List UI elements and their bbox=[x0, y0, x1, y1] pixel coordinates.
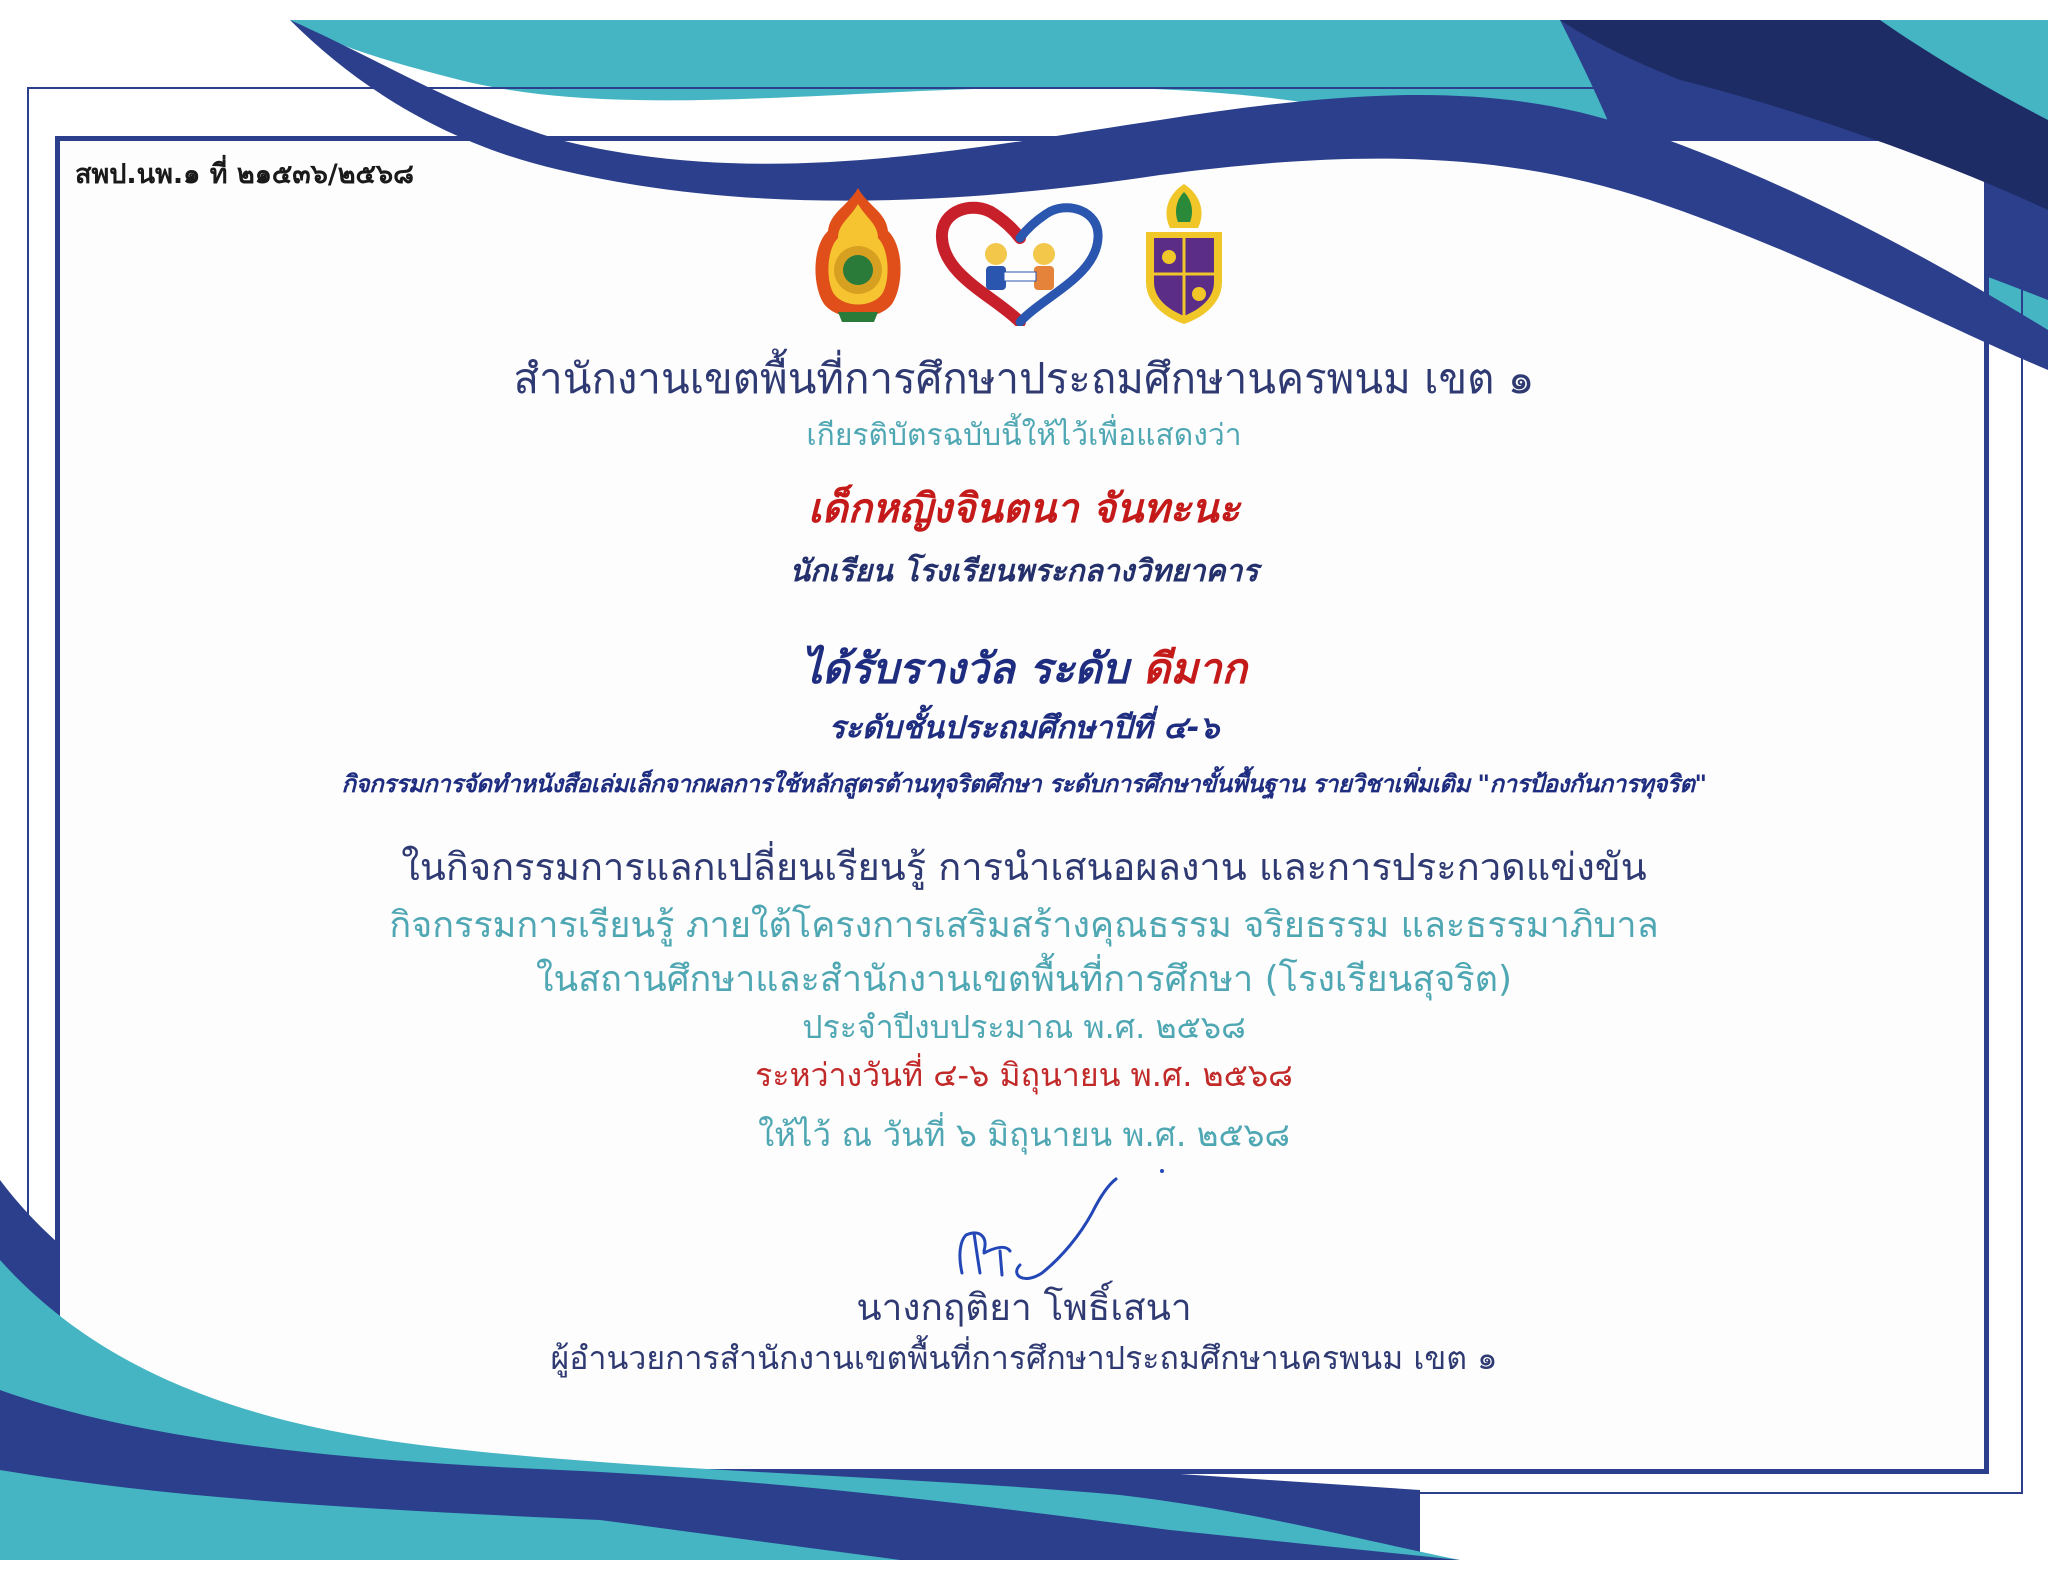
event-description: ในกิจกรรมการแลกเปลี่ยนเรียนรู้ การนำเสนอผลงาน และการประกวดแข่งขัน bbox=[401, 845, 1647, 889]
budget-year: ประจำปีงบประมาณ พ.ศ. ๒๕๖๘ bbox=[802, 1008, 1246, 1046]
honest-school-heart-logo bbox=[934, 196, 1106, 326]
signer-position: ผู้อำนวยการสำนักงานเขตพื้นที่การศึกษาประถมศึกษานครพนม เขต ๑ bbox=[550, 1339, 1498, 1377]
signature bbox=[950, 1165, 1180, 1290]
event-dates: ระหว่างวันที่ ๔-๖ มิถุนายน พ.ศ. ๒๕๖๘ bbox=[755, 1056, 1293, 1094]
grade-level: ระดับชั้นประถมศึกษาปีที่ ๔-๖ bbox=[828, 710, 1220, 746]
certificate-intro: เกียรติบัตรฉบับนี้ให้ไว้เพื่อแสดงว่า bbox=[806, 418, 1242, 453]
award-level: ดีมาก bbox=[1142, 644, 1247, 693]
signer-name: นางกฤติยา โพธิ์เสนา bbox=[856, 1286, 1192, 1329]
school-crest-logo bbox=[1136, 182, 1232, 326]
project-line-2: ในสถานศึกษาและสำนักงานเขตพื้นที่การศึกษา (โรงเรียนสุจริต) bbox=[535, 959, 1513, 1000]
award-line bbox=[0, 636, 2048, 702]
recipient-name: เด็กหญิงจินตนา จันทะนะ bbox=[808, 486, 1240, 532]
document-number: สพป.นพ.๑ ที่ ๒๑๕๓๖/๒๕๖๘ bbox=[75, 159, 414, 190]
project-line-1: กิจกรรมการเรียนรู้ ภายใต้โครงการเสริมสร้างคุณธรรม จริยธรรม และธรรมาภิบาล bbox=[389, 905, 1659, 946]
given-date: ให้ไว้ ณ วันที่ ๖ มิถุนายน พ.ศ. ๒๕๖๘ bbox=[758, 1115, 1290, 1154]
obec-emblem-logo bbox=[808, 186, 908, 326]
activity-title: กิจกรรมการจัดทำหนังสือเล่มเล็กจากผลการใช้หลักสูตรต้านทุจริตศึกษา ระดับการศึกษาขั้นพื้นฐาน รายวิชาเพิ่มเติม "การป้องกันการทุจริต" bbox=[341, 770, 1707, 798]
award-prefix: ได้รับรางวัล ระดับ bbox=[801, 644, 1143, 693]
recipient-school: นักเรียน โรงเรียนพระกลางวิทยาคาร bbox=[789, 554, 1259, 589]
issuer-title: สำนักงานเขตพื้นที่การศึกษาประถมศึกษานครพนม เขต ๑ bbox=[513, 354, 1535, 403]
